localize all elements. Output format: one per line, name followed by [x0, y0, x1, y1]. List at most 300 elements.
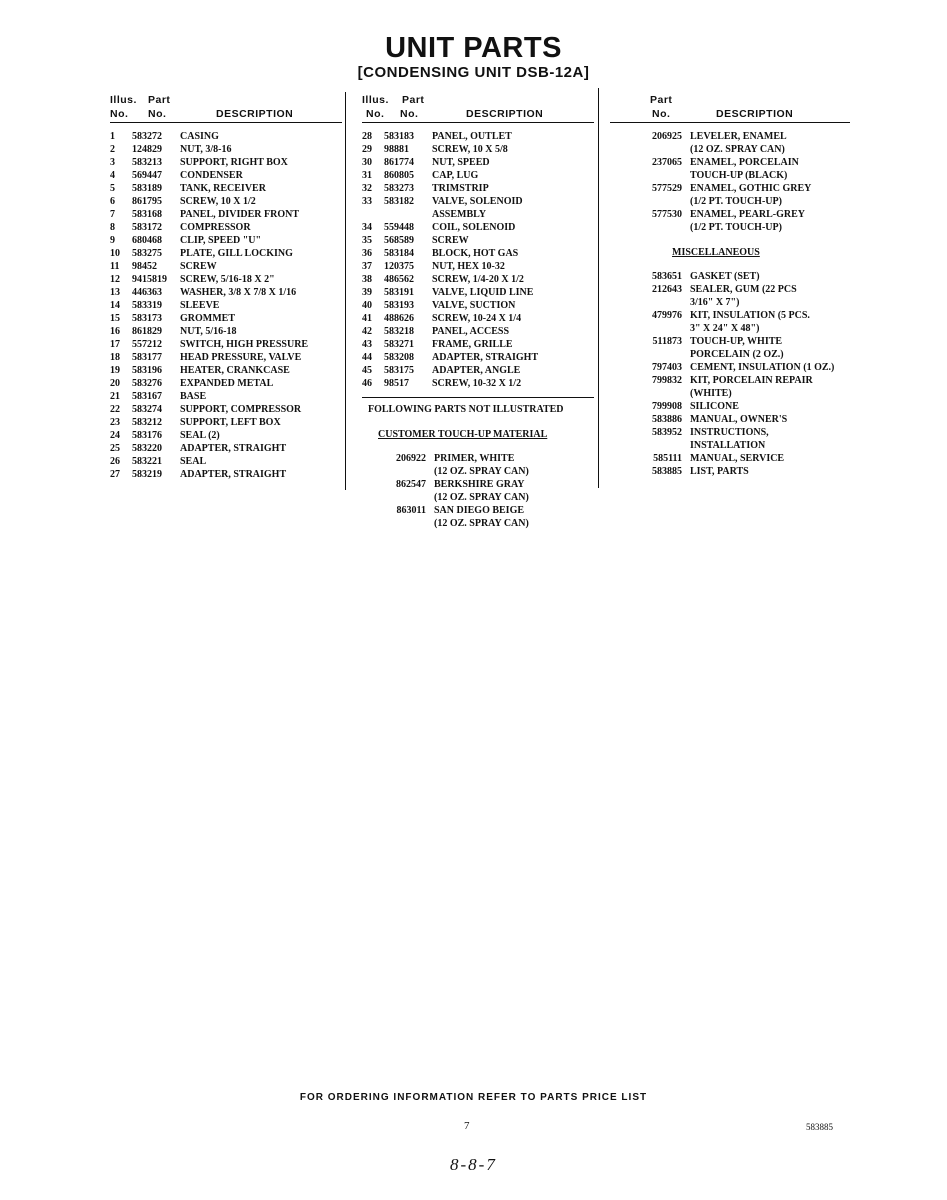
table-row — [610, 439, 850, 452]
part-description: LIST, PARTS — [690, 466, 749, 477]
illus-number: 37 — [362, 261, 372, 272]
header-part: Part — [148, 94, 171, 106]
table-row — [110, 208, 342, 221]
section-divider — [362, 397, 594, 398]
part-description: 3" X 24" X 48") — [690, 323, 760, 334]
table-row — [362, 143, 594, 156]
table-row — [610, 270, 850, 283]
parts-list — [110, 130, 342, 481]
part-number: 583177 — [132, 352, 162, 363]
illus-number: 43 — [362, 339, 372, 350]
part-number: 585111 — [653, 453, 682, 464]
column-header — [110, 92, 342, 123]
table-row — [362, 465, 594, 478]
illus-number: 38 — [362, 274, 372, 285]
part-description: ENAMEL, PEARL-GREY — [690, 209, 806, 220]
column-divider — [345, 92, 346, 490]
part-description: SAN DIEGO BEIGE — [434, 505, 525, 516]
table-row — [362, 312, 594, 325]
part-description: (12 OZ. SPRAY CAN) — [434, 518, 529, 529]
part-description: CEMENT, INSULATION (1 OZ.) — [690, 362, 835, 373]
part-number: 206925 — [652, 131, 682, 142]
part-number: 583219 — [132, 469, 162, 480]
table-row — [610, 322, 850, 335]
table-row — [110, 325, 342, 338]
part-description: VALVE, LIQUID LINE — [432, 287, 534, 298]
table-row — [362, 208, 594, 221]
illus-number: 13 — [110, 287, 120, 298]
part-description: VALVE, SUCTION — [432, 300, 516, 311]
illus-number: 10 — [110, 248, 120, 259]
parts-column-3 — [610, 92, 850, 478]
part-number: 98452 — [132, 261, 157, 272]
illus-number: 4 — [110, 170, 115, 181]
part-description: TANK, RECEIVER — [180, 183, 266, 194]
table-row — [362, 452, 594, 465]
parts-list — [362, 130, 594, 390]
illus-number: 42 — [362, 326, 372, 337]
table-row — [610, 221, 850, 234]
illus-number: 9 — [110, 235, 115, 246]
table-row — [110, 299, 342, 312]
illus-number: 14 — [110, 300, 120, 311]
part-description: SCREW, 10-32 X 1/2 — [432, 378, 522, 389]
table-row — [110, 156, 342, 169]
part-description: SUPPORT, COMPRESSOR — [180, 404, 302, 415]
illus-number: 36 — [362, 248, 372, 259]
part-number: 862547 — [396, 479, 426, 490]
table-row — [362, 273, 594, 286]
part-description: FRAME, GRILLE — [432, 339, 513, 350]
table-row — [610, 335, 850, 348]
parts-column-1 — [110, 92, 342, 481]
illus-number: 6 — [110, 196, 115, 207]
illus-number: 33 — [362, 196, 372, 207]
part-description: (12 OZ. SPRAY CAN) — [434, 466, 529, 477]
part-description: BLOCK, HOT GAS — [432, 248, 519, 259]
part-number: 479976 — [652, 310, 682, 321]
part-number: 124829 — [132, 144, 162, 155]
part-number: 583275 — [132, 248, 162, 259]
part-description: SCREW — [432, 235, 469, 246]
part-description: BERKSHIRE GRAY — [434, 479, 525, 490]
illus-number: 15 — [110, 313, 120, 324]
part-number: 488626 — [384, 313, 414, 324]
illus-number: 26 — [110, 456, 120, 467]
part-number: 9415819 — [132, 274, 167, 285]
part-description: SEAL — [180, 456, 207, 467]
table-row — [610, 361, 850, 374]
part-number: 583274 — [132, 404, 162, 415]
ordering-footer: FOR ORDERING INFORMATION REFER TO PARTS PRICE LIST — [299, 1092, 648, 1103]
part-description: CLIP, SPEED "U" — [180, 235, 262, 246]
table-row — [362, 286, 594, 299]
part-description: COMPRESSOR — [180, 222, 251, 233]
not-illustrated-heading: FOLLOWING PARTS NOT ILLUSTRATED — [368, 404, 564, 415]
part-number: 212643 — [652, 284, 682, 295]
table-row — [362, 247, 594, 260]
table-row — [610, 309, 850, 322]
part-number: 583196 — [132, 365, 162, 376]
part-number: 577530 — [652, 209, 682, 220]
part-number: 583220 — [132, 443, 162, 454]
header-illus: Illus. — [110, 94, 137, 106]
illus-number: 21 — [110, 391, 120, 402]
illus-number: 40 — [362, 300, 372, 311]
part-description: TOUCH-UP, WHITE — [690, 336, 783, 347]
illus-number: 32 — [362, 183, 372, 194]
table-row — [362, 169, 594, 182]
table-row — [362, 517, 594, 530]
illus-number: 12 — [110, 274, 120, 285]
part-description: NUT, 3/8-16 — [180, 144, 232, 155]
part-description: PANEL, OUTLET — [432, 131, 512, 142]
illus-number: 23 — [110, 417, 120, 428]
part-description: HEATER, CRANKCASE — [180, 365, 290, 376]
part-description: SLEEVE — [180, 300, 220, 311]
part-description: PANEL, DIVIDER FRONT — [180, 209, 299, 220]
illus-number: 22 — [110, 404, 120, 415]
table-row — [362, 234, 594, 247]
part-description: SWITCH, HIGH PRESSURE — [180, 339, 309, 350]
part-number: 583651 — [652, 271, 682, 282]
table-row — [362, 338, 594, 351]
part-number: 583221 — [132, 456, 162, 467]
part-description: ADAPTER, STRAIGHT — [180, 443, 287, 454]
part-description: 3/16" X 7") — [690, 297, 740, 308]
part-description: CASING — [180, 131, 219, 142]
header-no: No. — [366, 108, 385, 120]
part-description: HEAD PRESSURE, VALVE — [180, 352, 302, 363]
part-description: ADAPTER, ANGLE — [432, 365, 521, 376]
part-description: ENAMEL, PORCELAIN — [690, 157, 799, 168]
table-row — [362, 130, 594, 143]
table-row — [110, 221, 342, 234]
table-row — [110, 169, 342, 182]
table-row — [610, 156, 850, 169]
table-row — [610, 465, 850, 478]
part-description: SCREW, 10 X 1/2 — [180, 196, 256, 207]
touchup-list — [362, 452, 594, 530]
part-number: 583176 — [132, 430, 162, 441]
illus-number: 17 — [110, 339, 120, 350]
table-row — [362, 491, 594, 504]
part-number: 583175 — [384, 365, 414, 376]
part-description: LEVELER, ENAMEL — [690, 131, 787, 142]
table-row — [610, 413, 850, 426]
part-number: 583168 — [132, 209, 162, 220]
illus-number: 25 — [110, 443, 120, 454]
part-number: 861774 — [384, 157, 414, 168]
part-description: ADAPTER, STRAIGHT — [432, 352, 539, 363]
illus-number: 7 — [110, 209, 115, 220]
part-description: (12 OZ. SPRAY CAN) — [690, 144, 785, 155]
table-row — [110, 351, 342, 364]
illus-number: 2 — [110, 144, 115, 155]
table-row — [362, 182, 594, 195]
header-description: DESCRIPTION — [466, 108, 544, 120]
table-row — [362, 504, 594, 517]
illus-number: 30 — [362, 157, 372, 168]
table-row — [610, 208, 850, 221]
part-number: 583218 — [384, 326, 414, 337]
part-description: PRIMER, WHITE — [434, 453, 515, 464]
table-row — [610, 374, 850, 387]
document-number: 583885 — [806, 1122, 833, 1132]
table-row — [110, 338, 342, 351]
part-number: 446363 — [132, 287, 162, 298]
table-row — [362, 325, 594, 338]
table-row — [110, 130, 342, 143]
part-description: (1/2 PT. TOUCH-UP) — [690, 222, 782, 233]
table-row — [110, 377, 342, 390]
illus-number: 45 — [362, 365, 372, 376]
part-number: 583885 — [652, 466, 682, 477]
part-description: SCREW, 10-24 X 1/4 — [432, 313, 522, 324]
part-description: ADAPTER, STRAIGHT — [180, 469, 287, 480]
part-number: 120375 — [384, 261, 414, 272]
part-description: CONDENSER — [180, 170, 243, 181]
illus-number: 41 — [362, 313, 372, 324]
illus-number: 18 — [110, 352, 120, 363]
part-description: VALVE, SOLENOID — [432, 196, 523, 207]
page-subtitle: [CONDENSING UNIT DSB-12A] — [357, 64, 590, 81]
table-row — [362, 221, 594, 234]
part-description: NUT, HEX 10-32 — [432, 261, 505, 272]
table-row — [610, 296, 850, 309]
table-row — [110, 234, 342, 247]
part-description: TOUCH-UP (BLACK) — [690, 170, 788, 181]
part-description: INSTRUCTIONS, — [690, 427, 769, 438]
part-number: 583273 — [384, 183, 414, 194]
table-row — [610, 169, 850, 182]
part-description: KIT, INSULATION (5 PCS. — [690, 310, 810, 321]
part-number: 557212 — [132, 339, 162, 350]
part-number: 569447 — [132, 170, 162, 181]
touchup-heading: CUSTOMER TOUCH-UP MATERIAL — [378, 429, 548, 440]
handwritten-note: 8-8-7 — [450, 1155, 497, 1174]
part-description: KIT, PORCELAIN REPAIR — [690, 375, 813, 386]
table-row — [610, 143, 850, 156]
part-number: 583212 — [132, 417, 162, 428]
table-row — [110, 273, 342, 286]
table-row — [110, 195, 342, 208]
table-row — [110, 390, 342, 403]
table-row — [110, 260, 342, 273]
table-row — [362, 299, 594, 312]
table-row — [610, 348, 850, 361]
column-header — [610, 92, 850, 123]
header-no: No. — [652, 108, 671, 120]
part-description: BASE — [180, 391, 207, 402]
part-description: NUT, 5/16-18 — [180, 326, 237, 337]
part-number: 861795 — [132, 196, 162, 207]
table-row — [110, 416, 342, 429]
part-description: NUT, SPEED — [432, 157, 490, 168]
page-number: 7 — [464, 1120, 470, 1132]
illus-number: 46 — [362, 378, 372, 389]
table-row — [110, 429, 342, 442]
part-description: GROMMET — [180, 313, 235, 324]
table-row — [110, 143, 342, 156]
misc-heading: MISCELLANEOUS — [672, 247, 760, 258]
part-number: 583319 — [132, 300, 162, 311]
illus-number: 39 — [362, 287, 372, 298]
header-part: Part — [402, 94, 425, 106]
part-description: EXPANDED METAL — [180, 378, 274, 389]
part-description: SILICONE — [690, 401, 739, 412]
part-number: 861829 — [132, 326, 162, 337]
part-description: WASHER, 3/8 X 7/8 X 1/16 — [180, 287, 297, 298]
header-description: DESCRIPTION — [716, 108, 794, 120]
table-row — [362, 377, 594, 390]
part-description: SCREW, 5/16-18 X 2" — [180, 274, 275, 285]
part-number: 583952 — [652, 427, 682, 438]
part-description: (WHITE) — [690, 388, 732, 399]
table-row — [362, 260, 594, 273]
part-number: 559448 — [384, 222, 414, 233]
part-number: 583276 — [132, 378, 162, 389]
table-row — [610, 182, 850, 195]
table-row — [110, 364, 342, 377]
parts-column-2 — [362, 92, 594, 530]
part-number: 511873 — [652, 336, 682, 347]
header-description: DESCRIPTION — [216, 108, 294, 120]
part-description: SCREW, 10 X 5/8 — [432, 144, 508, 155]
part-number: 583172 — [132, 222, 162, 233]
part-description: TRIMSTRIP — [432, 183, 489, 194]
table-row — [362, 478, 594, 491]
part-number: 583173 — [132, 313, 162, 324]
part-description: PORCELAIN (2 OZ.) — [690, 349, 784, 360]
table-row — [362, 156, 594, 169]
table-row — [610, 426, 850, 439]
part-number: 860805 — [384, 170, 414, 181]
part-description: SUPPORT, RIGHT BOX — [180, 157, 288, 168]
part-description: ASSEMBLY — [432, 209, 487, 220]
table-row — [110, 312, 342, 325]
part-description: MANUAL, OWNER'S — [690, 414, 788, 425]
part-description: (12 OZ. SPRAY CAN) — [434, 492, 529, 503]
header-no: No. — [110, 108, 129, 120]
illus-number: 28 — [362, 131, 372, 142]
part-description: MANUAL, SERVICE — [690, 453, 785, 464]
table-row — [110, 455, 342, 468]
part-number: 863011 — [396, 505, 426, 516]
part-number: 583886 — [652, 414, 682, 425]
part-number: 797403 — [652, 362, 682, 373]
illus-number: 20 — [110, 378, 120, 389]
parts-list — [610, 130, 850, 234]
table-row — [110, 403, 342, 416]
table-row — [110, 286, 342, 299]
part-number: 486562 — [384, 274, 414, 285]
table-row — [610, 387, 850, 400]
part-number: 98517 — [384, 378, 409, 389]
part-number: 583213 — [132, 157, 162, 168]
part-number: 583193 — [384, 300, 414, 311]
part-description: SEAL (2) — [180, 430, 220, 441]
table-row — [610, 195, 850, 208]
part-number: 583184 — [384, 248, 414, 259]
part-description: SCREW, 1/4-20 X 1/2 — [432, 274, 524, 285]
part-description: (1/2 PT. TOUCH-UP) — [690, 196, 782, 207]
illus-number: 3 — [110, 157, 115, 168]
illus-number: 34 — [362, 222, 372, 233]
illus-number: 27 — [110, 469, 120, 480]
part-description: GASKET (SET) — [690, 271, 760, 282]
table-row — [110, 247, 342, 260]
header-part: Part — [650, 94, 673, 106]
header-illus: Illus. — [362, 94, 389, 106]
part-number: 583271 — [384, 339, 414, 350]
part-number: 583182 — [384, 196, 414, 207]
part-number: 237065 — [652, 157, 682, 168]
illus-number: 8 — [110, 222, 115, 233]
table-row — [362, 364, 594, 377]
illus-number: 1 — [110, 131, 115, 142]
table-row — [610, 400, 850, 413]
part-number: 583208 — [384, 352, 414, 363]
illus-number: 19 — [110, 365, 120, 376]
part-number: 583183 — [384, 131, 414, 142]
part-number: 206922 — [396, 453, 426, 464]
part-description: COIL, SOLENOID — [432, 222, 516, 233]
part-description: ENAMEL, GOTHIC GREY — [690, 183, 812, 194]
part-description: SCREW — [180, 261, 217, 272]
parts-list — [610, 270, 850, 478]
table-row — [110, 442, 342, 455]
part-description: CAP, LUG — [432, 170, 479, 181]
part-number: 568589 — [384, 235, 414, 246]
part-number: 583191 — [384, 287, 414, 298]
part-number: 680468 — [132, 235, 162, 246]
part-description: PLATE, GILL LOCKING — [180, 248, 293, 259]
column-divider — [598, 88, 599, 488]
table-row — [610, 452, 850, 465]
part-description: PANEL, ACCESS — [432, 326, 510, 337]
table-row — [362, 195, 594, 208]
illus-number: 29 — [362, 144, 372, 155]
illus-number: 16 — [110, 326, 120, 337]
illus-number: 11 — [110, 261, 120, 272]
table-row — [110, 182, 342, 195]
part-number: 583272 — [132, 131, 162, 142]
part-description: INSTALLATION — [690, 440, 766, 451]
part-description: SEALER, GUM (22 PCS — [690, 284, 797, 295]
table-row — [610, 283, 850, 296]
page-title: UNIT PARTS — [385, 32, 562, 64]
part-number: 583189 — [132, 183, 162, 194]
table-row — [110, 468, 342, 481]
part-description: SUPPORT, LEFT BOX — [180, 417, 281, 428]
part-number: 583167 — [132, 391, 162, 402]
table-row — [362, 351, 594, 364]
column-header — [362, 92, 594, 123]
header-no: No. — [400, 108, 419, 120]
part-number: 799832 — [652, 375, 682, 386]
illus-number: 44 — [362, 352, 372, 363]
illus-number: 31 — [362, 170, 372, 181]
illus-number: 5 — [110, 183, 115, 194]
part-number: 98881 — [384, 144, 409, 155]
part-number: 577529 — [652, 183, 682, 194]
part-number: 799908 — [652, 401, 682, 412]
illus-number: 35 — [362, 235, 372, 246]
illus-number: 24 — [110, 430, 120, 441]
table-row — [610, 130, 850, 143]
header-no: No. — [148, 108, 167, 120]
